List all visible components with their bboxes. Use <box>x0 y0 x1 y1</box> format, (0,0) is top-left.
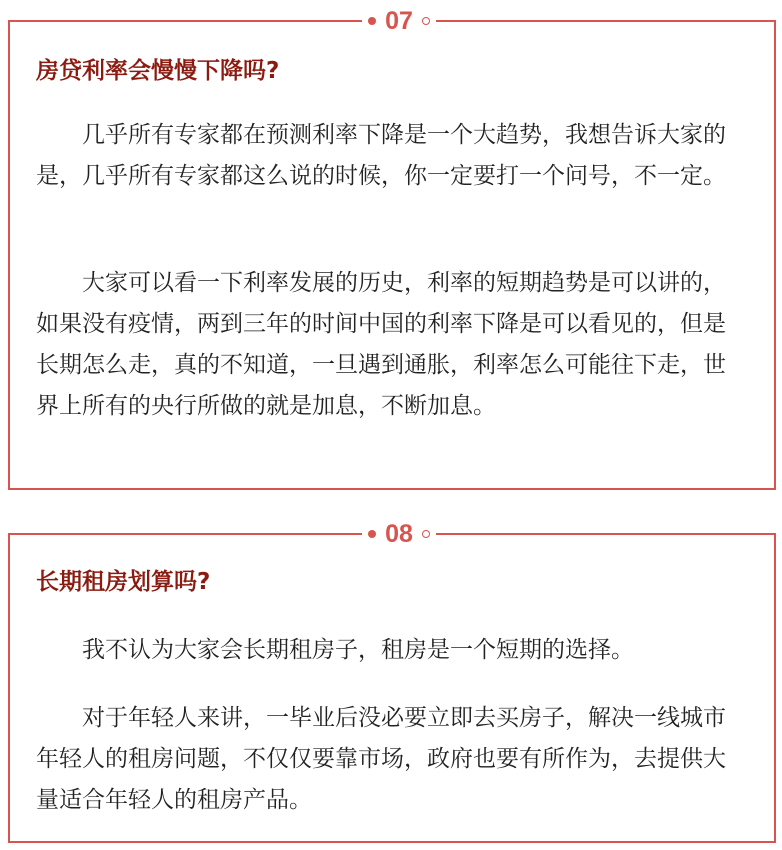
section-number: 07 <box>385 7 413 35</box>
dot-decoration-icon <box>368 17 376 25</box>
dot-decoration-icon <box>368 530 376 538</box>
ring-decoration-icon <box>422 530 430 538</box>
paragraph: 几乎所有专家都在预测利率下降是一个大趋势，我想告诉大家的是，几乎所有专家都这么说的时候，你一定要打一个问号，不一定。 <box>36 122 726 189</box>
paragraph: 对于年轻人来讲，一毕业后没必要立即去买房子，解决一线城市年轻人的租房问题，不仅仅要靠市场，政府也要有所作为，去提供大量适合年轻人的租房产品。 <box>36 705 726 813</box>
section-card-08 <box>8 520 776 843</box>
section-title: 房贷利率会慢慢下降吗? <box>36 58 280 84</box>
paragraph: 我不认为大家会长期租房子，租房是一个短期的选择。 <box>82 637 634 663</box>
ring-decoration-icon <box>422 17 430 25</box>
paragraph: 大家可以看一下利率发展的历史，利率的短期趋势是可以讲的，如果没有疫情，两到三年的时间中国的利率下降是可以看见的，但是长期怎么走，真的不知道，一旦遇到通胀，利率怎么可能往下走，世界上所有的央行所做的就是加息，不断加息。 <box>36 270 726 419</box>
section-number: 08 <box>385 520 413 548</box>
section-number-badge <box>362 7 436 35</box>
section-card-07 <box>8 7 776 490</box>
section-title: 长期租房划算吗? <box>36 569 211 595</box>
section-number-badge <box>362 520 436 548</box>
